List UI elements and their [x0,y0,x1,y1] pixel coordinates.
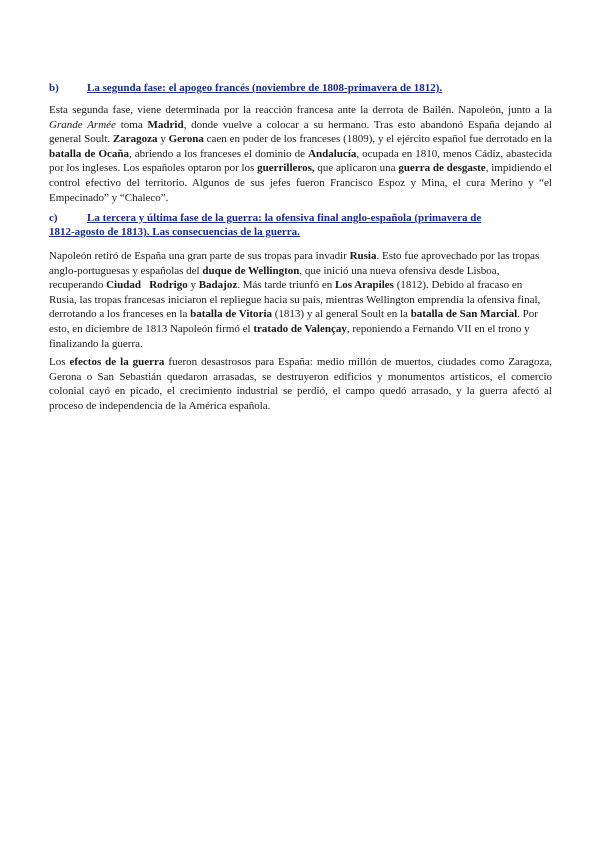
text-run: , reponiendo a Fernando VII en el trono y finalizando la guerra. [49,322,530,350]
bold-term: batalla de Vitoria [190,308,272,321]
text-run: , donde vuelve a colocar a su hermano. Tras esto abandonó España dejando al general Soult. [49,118,552,146]
paragraph-war-effects [49,355,552,413]
text-run: Los [49,356,70,368]
paragraph-third-phase [49,249,552,351]
text-run: y [187,279,199,292]
text-run: . Por esto, en diciembre de 1813 Napoleón firmó el [49,308,538,335]
section-b-heading [49,81,552,95]
section-b-marker: b) [49,82,59,94]
section-b-title: La segunda fase: el apogeo francés (noviembre de 1808-primavera de 1812). [87,82,443,94]
text-run: que aplicaron una [314,162,399,175]
bold-term: Madrid [147,118,184,131]
text-run: . Más tarde triunfó en [237,279,335,292]
bold-term: tratado de Valençay [253,322,347,335]
bold-term: Zaragoza [112,133,158,146]
bold-term: batalla de San Marcial [410,308,518,321]
text-run: , impidiendo el control efectivo del territorio. Algunos de sus jefes fueron Francisco Espoz y Mina, el cura Merino y “el Empecinado” y “Chaleco”. [49,162,553,204]
bold-term: efectos de la guerra [69,356,165,368]
text-run: Esta segunda fase, viene determinada por la reacción francesa ante la derrota de Bailén. Napoleón, junto a la [49,104,552,116]
text-run: y [157,133,169,146]
bold-term: Gerona [168,133,204,146]
text-run: , abriendo a los franceses el dominio de [129,147,309,160]
bold-term: guerra de desgaste [398,162,486,175]
text-run: (1812). Debido al fracaso en Rusia, las tropas francesas iniciaron el repliegue hacia su país, mientras Wellington emprendía la ofensiva final, derrotando a los franceses en la [49,279,541,321]
bold-term: batalla de Ocaña [49,147,130,160]
text-run: caen en poder de los franceses (1809), y el ejército español fue derrotado en la [203,133,552,146]
text-run: (1813) y al general Soult en la [272,308,411,321]
text-run: , que inició una nueva ofensiva desde Lisboa, recuperando [49,264,500,292]
section-c-heading [49,211,552,239]
text-run: toma [115,118,148,131]
text-run: fueron desastrosos para España: medio millón de muertos, ciudades como Zaragoza, Gerona o San Sebastián quedaron arrasadas, se destruyeron edificios y monumentos artísticos, el comercio colonial cayó en picado, el crecimiento industrial se perdió, el campo quedó arrasado, y la guerra afectó al proceso de independencia de la América española. [49,356,552,412]
section-c-title-line2: 1812-agosto de 1813). Las consecuencias de la guerra. [49,226,300,238]
section-c-title-line1: La tercera y última fase de la guerra: la ofensiva final anglo-española (primavera de [87,212,482,224]
bold-term: Rusia [349,250,377,262]
bold-term: Andalucía [308,147,357,160]
section-c-marker: c) [49,212,58,224]
bold-term: Los Arapiles [334,279,394,292]
bold-term: Badajoz [198,279,238,292]
bold-term: duque de Wellington [202,264,300,277]
text-run: Napoleón retiró de España una gran parte de sus tropas para invadir [49,250,350,262]
text-run: , ocupada en 1810, menos Cádiz, abastecida por los ingleses. Los españoles optaron por los [49,147,553,175]
paragraph-second-phase [49,103,552,205]
italic-term: Grande Armée [49,118,116,131]
text-run: . Esto fue aprovechado por las tropas anglo-portuguesas y españolas del [49,250,540,277]
bold-term: guerrilleros, [257,162,315,175]
bold-term: Ciudad Rodrigo [106,279,188,292]
